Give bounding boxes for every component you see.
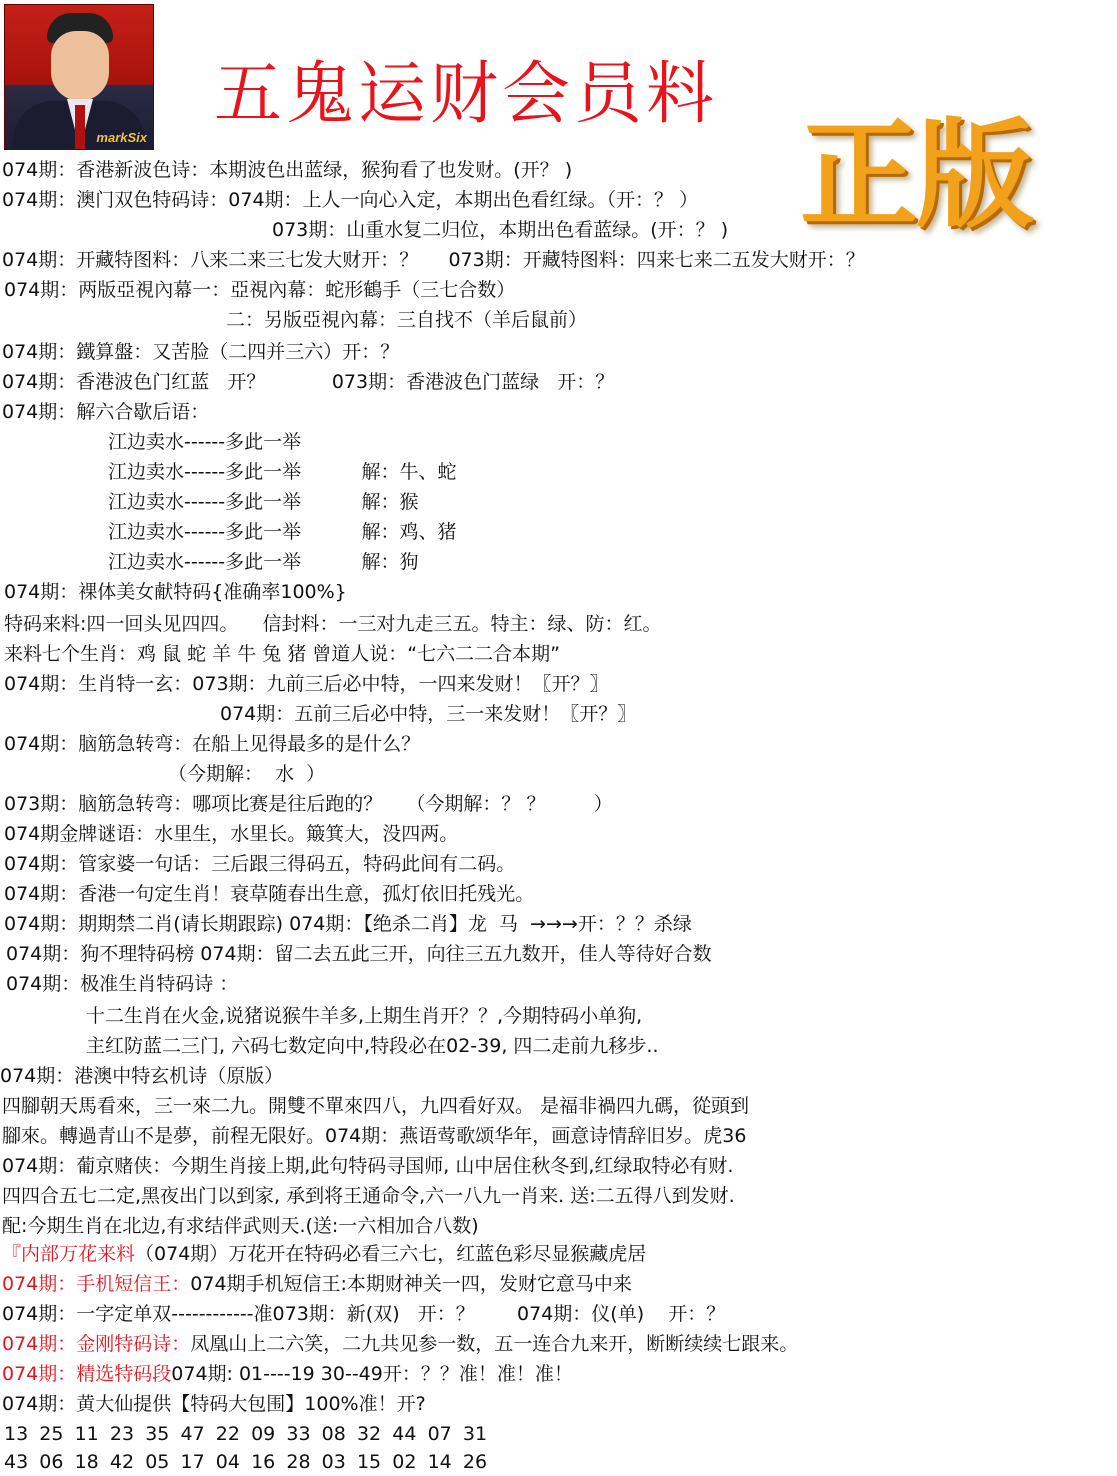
number-cell: 42 bbox=[109, 1451, 135, 1473]
text-line: 074期：一字定单双------------准073期：新(双) 开：？ 074期：仪(单) 开：？ bbox=[2, 1303, 726, 1325]
portrait-photo bbox=[4, 4, 154, 150]
highlight-line bbox=[2, 1242, 646, 1266]
text-line: 074期：香港一句定生肖！衰草随春出生意，孤灯依旧托残光。 bbox=[4, 883, 535, 905]
text-line: （今期解： 水 ） bbox=[168, 763, 326, 785]
number-cell: 23 bbox=[109, 1423, 135, 1445]
text-line: 074期：开藏特图料：八来二来三七发大财开：？ 073期：开藏特图料：四来七来二五发大财开：？ bbox=[2, 249, 865, 271]
number-cell: 44 bbox=[392, 1423, 417, 1445]
number-row-2 bbox=[4, 1450, 498, 1474]
highlight-line bbox=[2, 1362, 573, 1386]
number-cell: 05 bbox=[145, 1451, 170, 1473]
number-cell: 11 bbox=[74, 1423, 99, 1445]
number-cell: 17 bbox=[180, 1451, 205, 1473]
highlight-content: 074期: 01----19 30--49开：？？准！准！准！ bbox=[171, 1363, 573, 1385]
number-cell: 07 bbox=[427, 1423, 452, 1445]
text-line: 配:今期生肖在北边,有求结伴武则天.(送:一六相加合八数) bbox=[2, 1215, 479, 1237]
text-line: 来料七个生肖：鸡 鼠 蛇 羊 牛 兔 猪 曾道人说：“七六二二合本期” bbox=[4, 643, 560, 665]
text-line: 074期金牌谜语：水里生，水里长。簸箕大，没四两。 bbox=[4, 823, 459, 845]
number-cell: 33 bbox=[286, 1423, 311, 1445]
highlight-content: 074期手机短信王:本期财神关一四，发财它意马中来 bbox=[190, 1273, 632, 1295]
portrait-face bbox=[51, 31, 109, 101]
number-cell: 04 bbox=[215, 1451, 240, 1473]
text-line: 074期：两版亞視內幕一：亞視內幕：蛇形鶴手（三七合数） bbox=[4, 279, 516, 301]
number-cell: 03 bbox=[321, 1451, 346, 1473]
text-line: 074期：澳门双色特码诗：074期：上人一向心入定，本期出色看红绿。（开：？ ） bbox=[2, 189, 699, 211]
text-line: 江边卖水------多此一举 解：猴 bbox=[108, 491, 419, 513]
highlight-line bbox=[2, 1272, 632, 1296]
text-line: 074期：管家婆一句话：三后跟三得码五，特码此间有二码。 bbox=[4, 853, 516, 875]
text-line: 十二生肖在火金,说猪说猴牛羊多,上期生肖开？？,今期特码小单狗, bbox=[86, 1005, 643, 1027]
genuine-stamp: 正版 bbox=[800, 106, 1033, 244]
text-line: 特码来料:四一回头见四四。 信封料：一三对九走三五。特主：绿、防：红。 bbox=[4, 613, 662, 635]
text-line: 074期：解六合歇后语： bbox=[2, 401, 210, 423]
text-line: 腳來。轉過青山不是夢，前程无限好。074期：燕语莺歌颂华年，画意诗情辞旧岁。虎36 bbox=[2, 1125, 747, 1147]
text-line: 江边卖水------多此一举 解：牛、蛇 bbox=[108, 461, 457, 483]
number-cell: 25 bbox=[39, 1423, 64, 1445]
text-line: 江边卖水------多此一举 解：狗 bbox=[108, 551, 419, 573]
number-cell: 18 bbox=[74, 1451, 99, 1473]
number-cell: 15 bbox=[356, 1451, 382, 1473]
highlight-label: 『内部万花来料 bbox=[2, 1243, 136, 1265]
number-cell: 08 bbox=[321, 1423, 346, 1445]
number-cell: 28 bbox=[286, 1451, 311, 1473]
page-title: 五鬼运财会员料 bbox=[214, 55, 719, 134]
highlight-content: 凤凰山上二六笑，二九共见参一数，五一连合九来开，断断续续七跟来。 bbox=[190, 1333, 799, 1355]
text-line: 074期：生肖特一玄：073期：九前三后必中特，一四来发财！〖开？〗 bbox=[4, 673, 609, 695]
number-cell: 02 bbox=[392, 1451, 417, 1473]
number-cell: 22 bbox=[215, 1423, 240, 1445]
text-line: 074期：黄大仙提供【特码大包围】100%准！开? bbox=[2, 1393, 426, 1415]
number-cell: 32 bbox=[356, 1423, 382, 1445]
text-line: 074期：香港新波色诗：本期波色出蓝绿，猴狗看了也发财。(开？ ) bbox=[2, 159, 573, 181]
highlight-label: 074期：金刚特码诗： bbox=[2, 1333, 191, 1355]
text-line: 074期：港澳中特玄机诗（原版） bbox=[0, 1065, 284, 1087]
text-line: 074期：极准生肖特码诗 ： bbox=[6, 973, 239, 995]
text-line: 074期：脑筋急转弯：在船上见得最多的是什么？ bbox=[4, 733, 421, 755]
highlight-label: 074期：手机短信王： bbox=[2, 1273, 191, 1295]
text-line: 江边卖水------多此一举 bbox=[108, 431, 302, 453]
number-cell: 43 bbox=[4, 1451, 29, 1473]
text-line: 074期：葡京赌侠：今期生肖接上期,此句特码寻国师, 山中居住秋冬到,红绿取特必有财. bbox=[2, 1155, 734, 1177]
text-line: 主红防蓝二三门, 六码七数定向中,特段必在02-39, 四二走前九移步.. bbox=[86, 1035, 659, 1057]
portrait-tie bbox=[75, 105, 85, 149]
text-line: 074期：鐵算盤：又苦脸（二四并三六）开：？ bbox=[2, 341, 400, 363]
text-line: 074期：裸体美女献特码{准确率100%} bbox=[4, 581, 347, 603]
text-line: 074期：期期禁二肖(请长期跟踪) 074期：【绝杀二肖】龙 马 →→→开：？？杀绿 bbox=[4, 913, 692, 935]
number-cell: 14 bbox=[427, 1451, 452, 1473]
text-line: 073期：脑筋急转弯：哪项比赛是往后跑的？ （今期解：？ ？ ） bbox=[4, 793, 613, 815]
number-cell: 09 bbox=[251, 1423, 276, 1445]
highlight-content: （074期）万花开在特码必看三六七，红蓝色彩尽显猴藏虎居 bbox=[135, 1243, 647, 1265]
number-row-1 bbox=[4, 1422, 498, 1446]
text-line: 江边卖水------多此一举 解：鸡、猪 bbox=[108, 521, 457, 543]
number-cell: 35 bbox=[145, 1423, 170, 1445]
number-cell: 06 bbox=[39, 1451, 64, 1473]
highlight-line bbox=[2, 1332, 798, 1356]
text-line: 073期：山重水复二归位，本期出色看蓝绿。(开：？ ) bbox=[272, 219, 729, 241]
text-line: 四腳朝天馬看來，三一來二九。開雙不單來四八，九四看好双。 是福非禍四九碼，從頭到 bbox=[2, 1095, 750, 1117]
photo-watermark: markSix bbox=[96, 130, 147, 145]
number-cell: 13 bbox=[4, 1423, 29, 1445]
text-line: 四四合五七二定,黑夜出门以到家, 承到将王通命令,六一八九一肖来. 送:二五得八到发财. bbox=[2, 1185, 735, 1207]
text-line: 074期：香港波色门红蓝 开？ 073期：香港波色门蓝绿 开：？ bbox=[2, 371, 615, 393]
number-cell: 26 bbox=[462, 1451, 488, 1473]
text-line: 074期：狗不理特码榜 074期：留二去五此三开，向往三五九数开，佳人等待好合数 bbox=[6, 943, 712, 965]
text-line: 二：另版亞視內幕：三自找不（羊后鼠前） bbox=[226, 309, 588, 331]
text-line: 074期：五前三后必中特，三一来发财！〖开？〗 bbox=[220, 703, 637, 725]
number-cell: 47 bbox=[180, 1423, 205, 1445]
highlight-label: 074期：精选特码段 bbox=[2, 1363, 172, 1385]
number-cell: 16 bbox=[251, 1451, 276, 1473]
number-cell: 31 bbox=[462, 1423, 488, 1445]
